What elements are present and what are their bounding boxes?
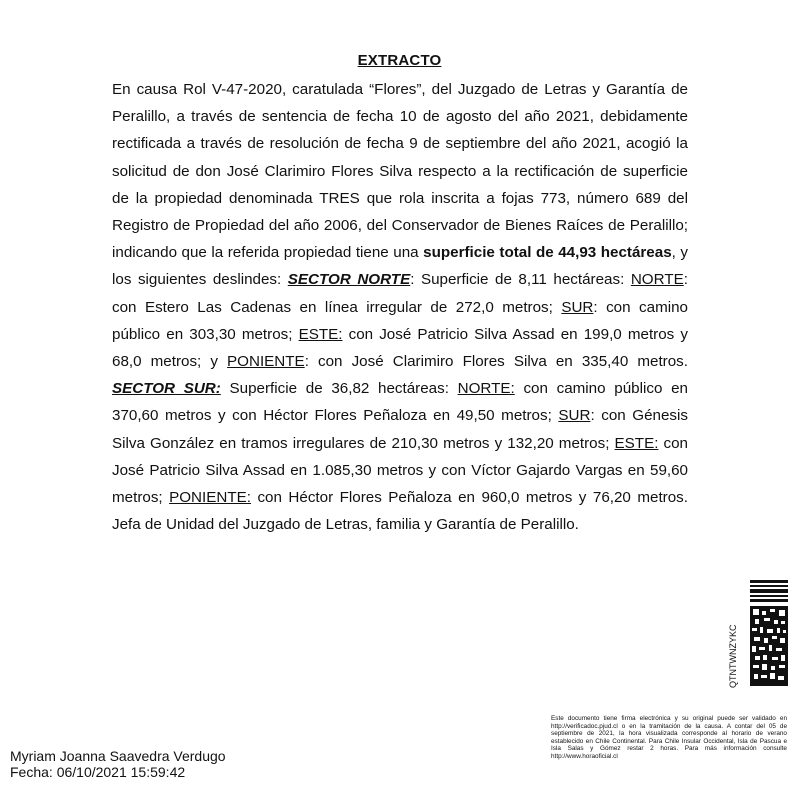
text-segment: : con camino público en 303,30 metros; (112, 298, 688, 343)
text-segment: : con Estero Las Cadenas en línea irregular de 272,0 metros; (112, 271, 688, 316)
boundary-sur-label: SUR (558, 407, 591, 425)
text-segment: Superficie de 36,82 hectáreas: (220, 380, 458, 398)
boundary-poniente-label: PONIENTE (227, 353, 305, 371)
extract-body (112, 76, 688, 538)
boundary-este-label: ESTE: (298, 325, 343, 343)
qr-code-icon (750, 578, 788, 688)
total-surface: superficie total de 44,93 hectáreas (423, 244, 672, 262)
text-segment: con José Patricio Silva Assad en 1.085,30 metros y con Víctor Gajardo Vargas en 59,60 metros; (112, 434, 688, 507)
sector-norte-heading: SECTOR NORTE (287, 271, 411, 289)
boundary-norte-label: NORTE (630, 271, 684, 289)
boundary-poniente-label: PONIENTE: (169, 489, 251, 507)
boundary-sur-label: SUR (561, 298, 594, 316)
text-segment: con camino público en 370,60 metros y con Héctor Flores Peñaloza en 49,50 metros; (112, 380, 688, 425)
signature-date: Fecha: 06/10/2021 15:59:42 (10, 764, 186, 780)
text-segment: : Superficie de 8,11 hectáreas: (410, 271, 631, 289)
signature-block (10, 748, 226, 780)
boundary-norte-label: NORTE: (457, 380, 515, 398)
boundary-este-label: ESTE: (614, 434, 659, 452)
text-segment: : con José Clarimiro Flores Silva en 335,40 metros. (304, 353, 688, 371)
text-segment: con José Patricio Silva Assad en 199,0 metros y 68,0 metros; y (112, 325, 688, 371)
text-segment: , y los siguientes deslindes: (112, 244, 688, 289)
text-segment: con Héctor Flores Peñaloza en 960,0 metros y 76,20 metros. Jefa de Unidad del Juzgado de Letras, familia y Garantía de Peralillo. (112, 489, 688, 534)
legal-notice: Este documento tiene firma electrónica y su original puede ser validado en http://verificadoc.pjud.cl o en la tramitación de la causa. A contar del 05 de septiembre de 2021, la hora visualizada corresponde al horario de verano establecido en Chile Continental. Para Chile Insular Occidental, Isla de Pascua e Isla Salas y Gómez restar 2 horas. Para más información consulte http://www.horaoficial.cl (551, 715, 787, 760)
signer-name: Myriam Joanna Saavedra Verdugo (10, 748, 226, 764)
text-segment: : con Génesis Silva González en tramos irregulares de 210,30 metros y 132,20 metros; (112, 407, 688, 452)
sector-sur-heading: SECTOR SUR: (112, 380, 221, 398)
document-title: EXTRACTO (357, 52, 442, 69)
verification-code: QTNTWNZYKC (728, 624, 738, 688)
text-segment: En causa Rol V-47-2020, caratulada “Flores”, del Juzgado de Letras y Garantía de Peralillo, a través de sentencia de fecha 10 de agosto del año 2021, debidamente rectificada a través de resolución de fecha 9 de septiembre del año 2021, acogió la solicitud de don José Clarimiro Flores Silva respecto a la rectificación de superficie de la propiedad denominada TRES que rola inscrita a fojas 773, número 689 del Registro de Propiedad del año 2006, del Conservador de Bienes Raíces de Peralillo; indicando que la referida propiedad tiene una (112, 81, 688, 262)
